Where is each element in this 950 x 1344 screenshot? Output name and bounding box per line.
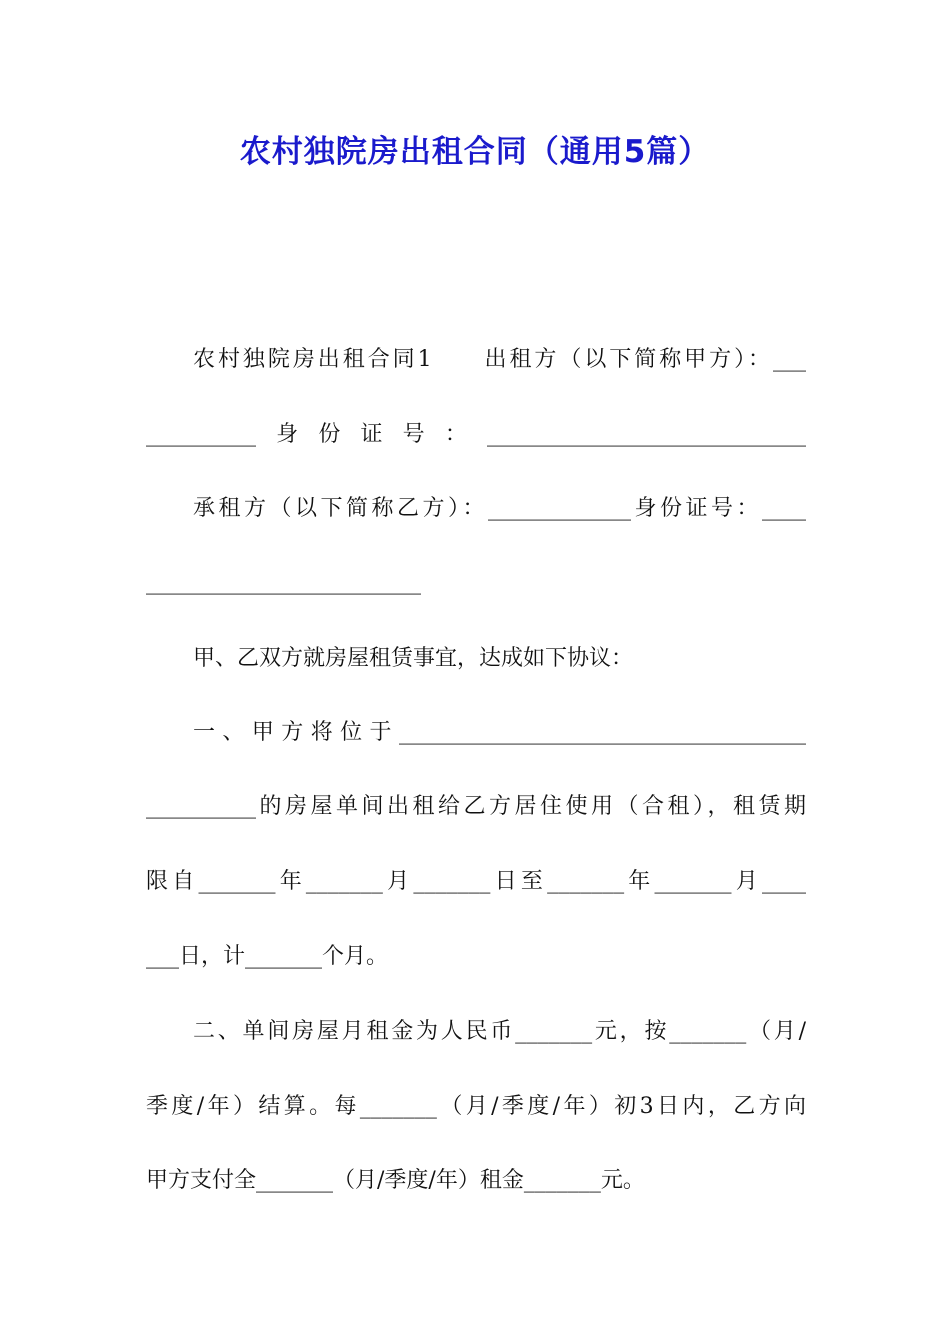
line-text: _________________________ xyxy=(146,570,421,595)
paragraph-line-12 xyxy=(146,1161,806,1201)
line-text: 农村独院房出租合同1 出租方（以下简称甲方）：___ xyxy=(193,347,806,372)
line-text: 限自_______年_______月_______日至_______年_______月____ xyxy=(146,869,806,894)
line-text: __________身份证号：_____________________________ xyxy=(146,422,806,447)
line-text: 承租方（以下简称乙方）：_____________身份证号：____ xyxy=(193,496,806,521)
paragraph-line-7 xyxy=(146,787,806,827)
line-text: 甲方支付全_______（月/季度/年）租金_______元。 xyxy=(146,1168,645,1193)
paragraph-line-8 xyxy=(146,862,806,902)
line-text: 甲、乙双方就房屋租赁事宜，达成如下协议： xyxy=(193,646,634,671)
paragraph-line-4 xyxy=(146,563,806,603)
line-text: 二、单间房屋月租金为人民币_______元，按_______（月/ xyxy=(193,1019,806,1044)
paragraph-line-11 xyxy=(146,1087,806,1127)
line-text: 季度/年）结算。每_______（月/季度/年）初3日内，乙方向 xyxy=(146,1094,806,1119)
paragraph-line-5 xyxy=(193,639,806,679)
paragraph-line-2 xyxy=(146,415,806,455)
line-text: 一、甲方将位于_____________________________________ xyxy=(193,720,806,745)
paragraph-line-1 xyxy=(193,340,806,380)
line-text: __________的房屋单间出租给乙方居住使用（合租），租赁期 xyxy=(146,794,806,819)
paragraph-line-9 xyxy=(146,937,806,977)
line-text: ___日，计_______个月。 xyxy=(146,944,389,969)
paragraph-line-6 xyxy=(193,713,806,753)
paragraph-line-3 xyxy=(193,489,806,529)
paragraph-line-10 xyxy=(193,1012,806,1052)
document-title: 农村独院房出租合同（通用5篇） xyxy=(239,134,711,170)
